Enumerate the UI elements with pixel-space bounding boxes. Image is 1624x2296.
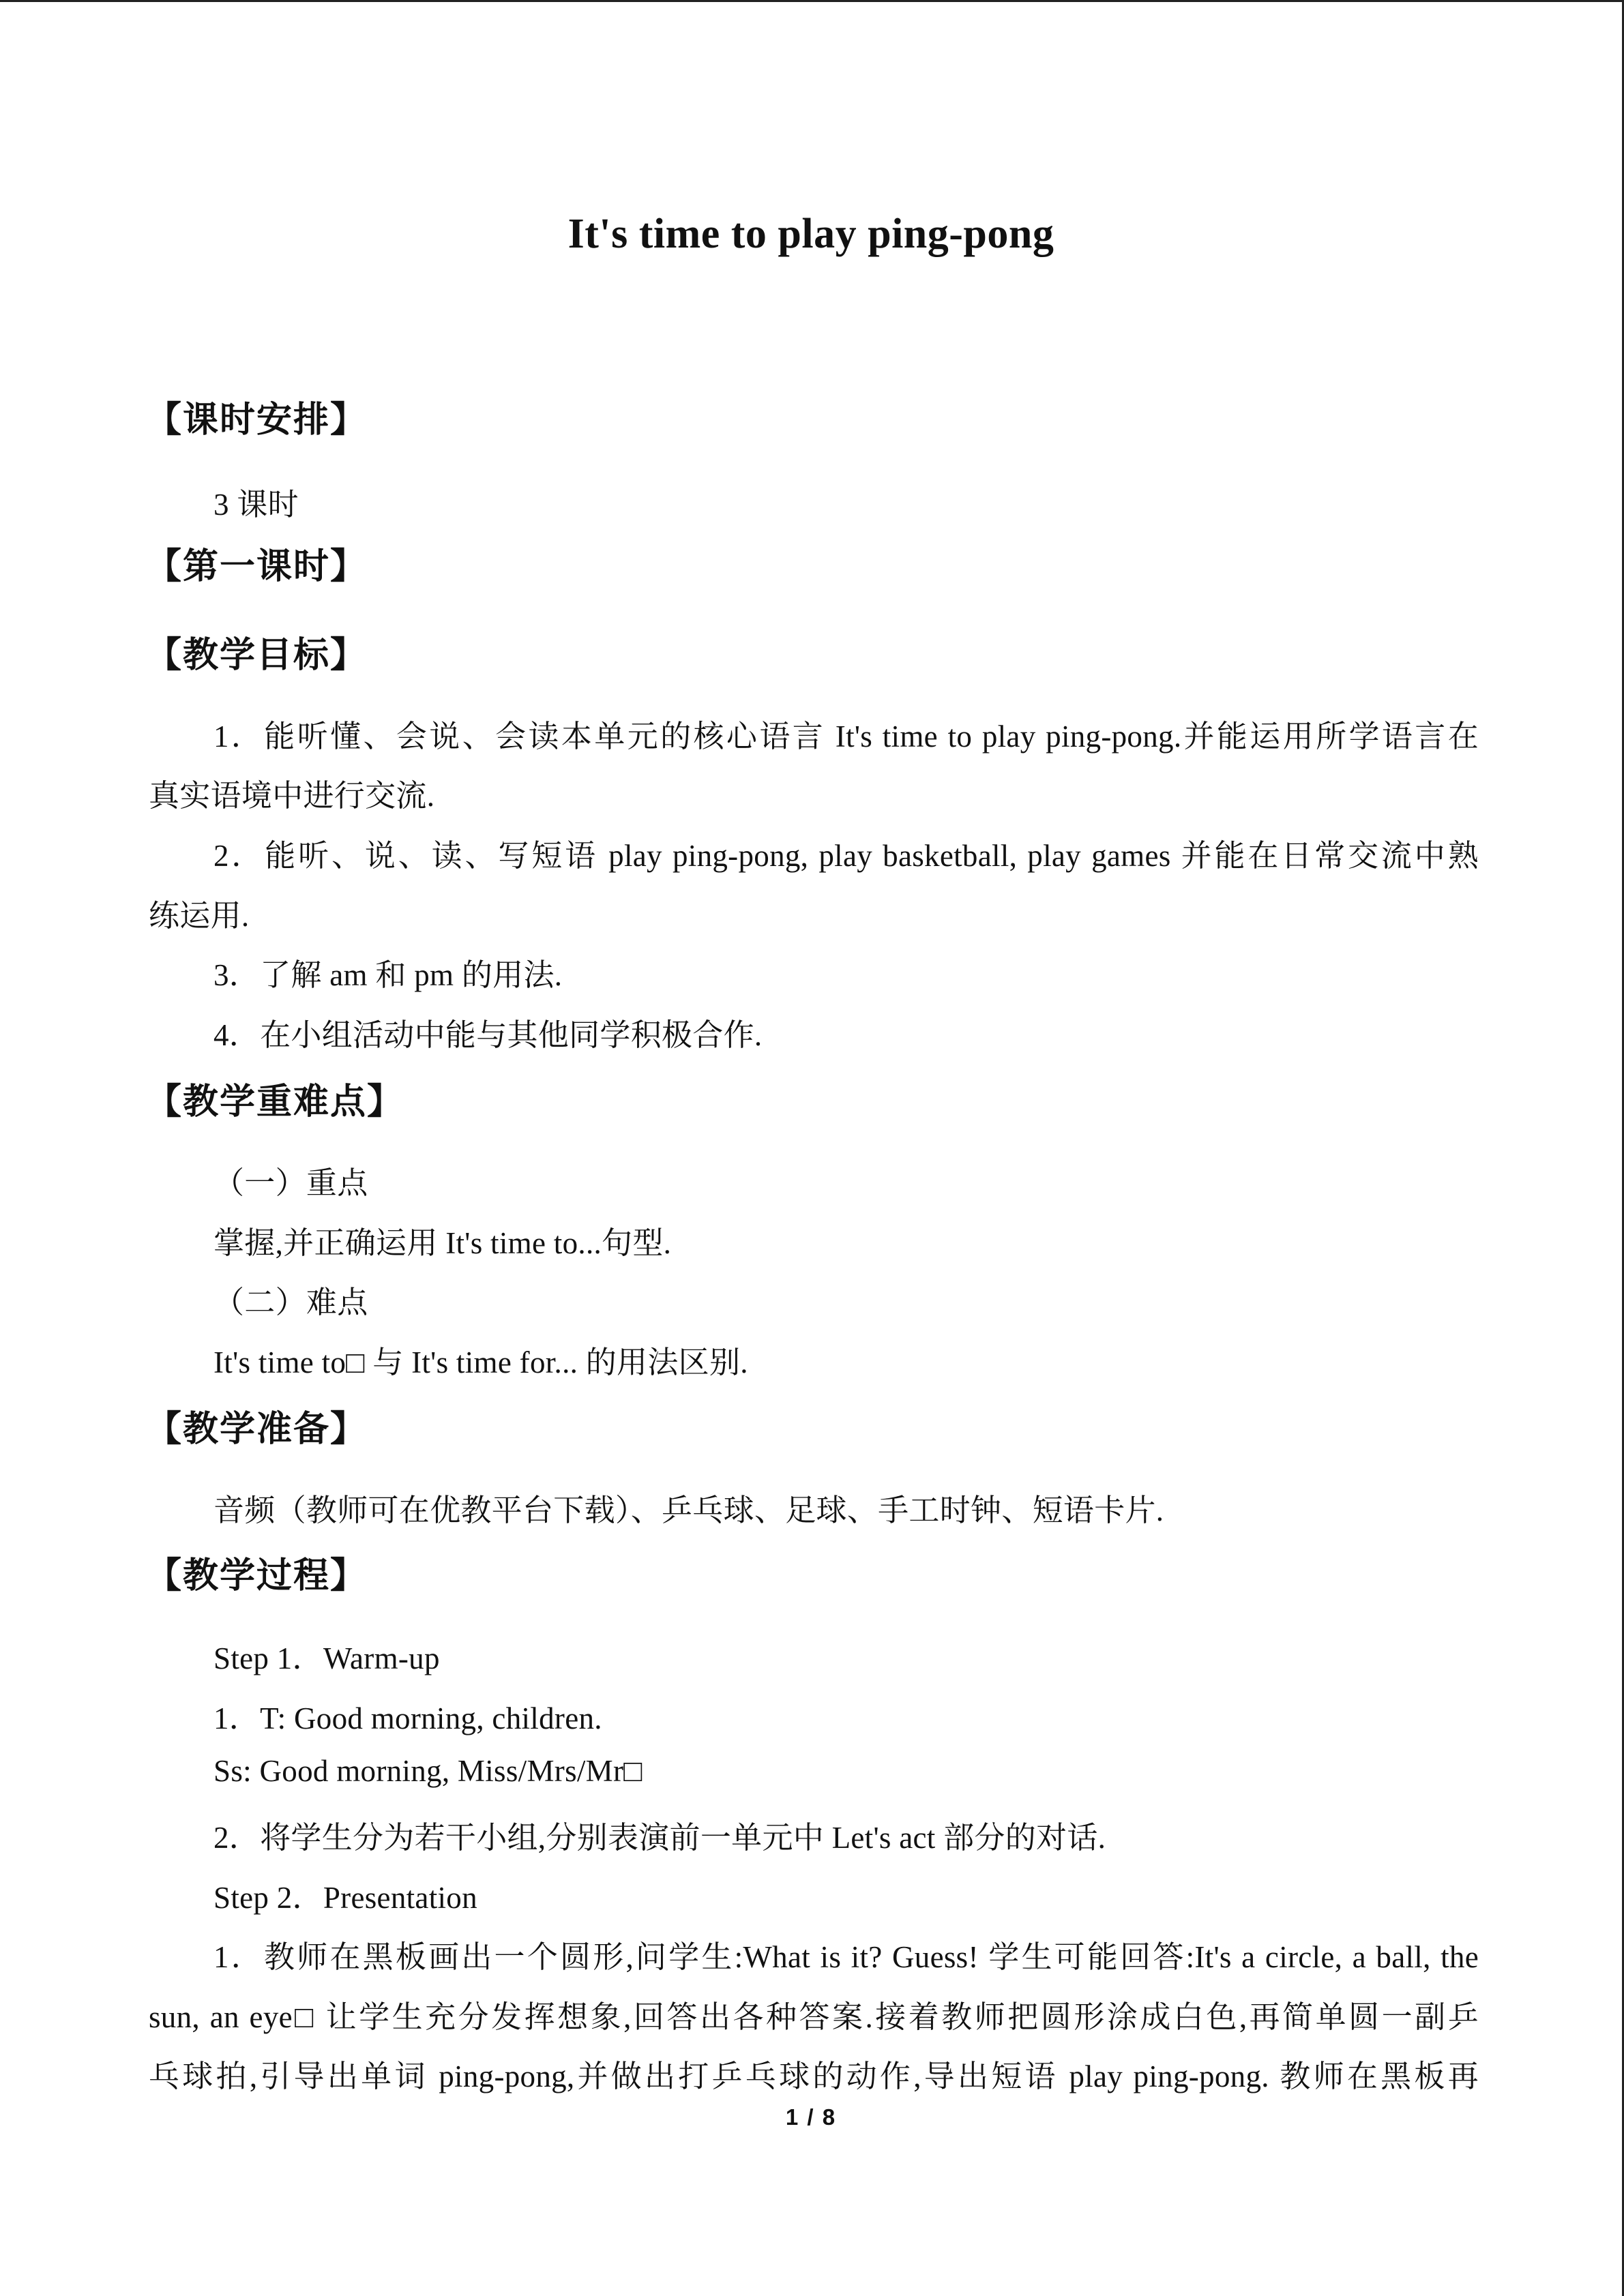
objective-1-line-2: 真实语境中进行交流.: [149, 779, 435, 813]
step-2-title: Step 2．Presentation: [213, 1881, 477, 1915]
step-1-item-1-reply: Ss: Good morning, Miss/Mrs/Mr□: [213, 1754, 643, 1788]
step-2-item-1-line-2: sun, an eye□ 让学生充分发挥想象,回答出各种答案.接着教师把圆形涂成白色,再简单圆一副乒: [149, 2000, 1479, 2034]
heading-key-points: 【教学重难点】: [146, 1082, 404, 1122]
step-2-item-1-line-3: 乓球拍,引导出单词 ping-pong,并做出打乒乓球的动作,导出短语 play ping-pong. 教师在黑板再: [149, 2059, 1479, 2093]
document-title: It's time to play ping-pong: [567, 211, 1054, 257]
objective-3: 3．了解 am 和 pm 的用法.: [213, 958, 563, 992]
objective-4: 4．在小组活动中能与其他同学积极合作.: [213, 1018, 763, 1052]
objective-2-line-1: 2．能听、说、读、写短语 play ping-pong, play basketball, play games 并能在日常交流中熟: [213, 839, 1479, 873]
difficulty-text: It's time to□ 与 It's time for... 的用法区别.: [213, 1345, 748, 1380]
step-2-item-1-line-1: 1．教师在黑板画出一个圆形,问学生:What is it? Guess! 学生可能回答:It's a circle, a ball, the: [213, 1940, 1479, 1974]
page-number: 1 / 8: [785, 2104, 837, 2130]
step-1-item-1: 1．T: Good morning, children.: [213, 1701, 602, 1735]
heading-preparation: 【教学准备】: [146, 1409, 368, 1450]
objective-2-line-2: 练运用.: [149, 899, 250, 933]
heading-objectives: 【教学目标】: [146, 635, 368, 676]
preparation-text: 音频（教师可在优教平台下载）、乒乓球、足球、手工时钟、短语卡片.: [213, 1493, 1164, 1527]
focus-label: （一）重点: [213, 1166, 368, 1200]
difficulty-label: （二）难点: [213, 1285, 368, 1320]
focus-text: 掌握,并正确运用 It's time to...句型.: [213, 1226, 672, 1260]
heading-process: 【教学过程】: [146, 1555, 368, 1596]
schedule-text: 3 课时: [213, 488, 299, 522]
heading-first-lesson: 【第一课时】: [146, 546, 368, 587]
heading-schedule: 【课时安排】: [146, 400, 368, 441]
objective-1-line-1: 1．能听懂、会说、会读本单元的核心语言 It's time to play ping-pong.并能运用所学语言在: [213, 719, 1479, 754]
step-1-item-2: 2．将学生分为若干小组,分别表演前一单元中 Let's act 部分的对话.: [213, 1821, 1106, 1855]
step-1-title: Step 1．Warm-up: [213, 1641, 440, 1675]
